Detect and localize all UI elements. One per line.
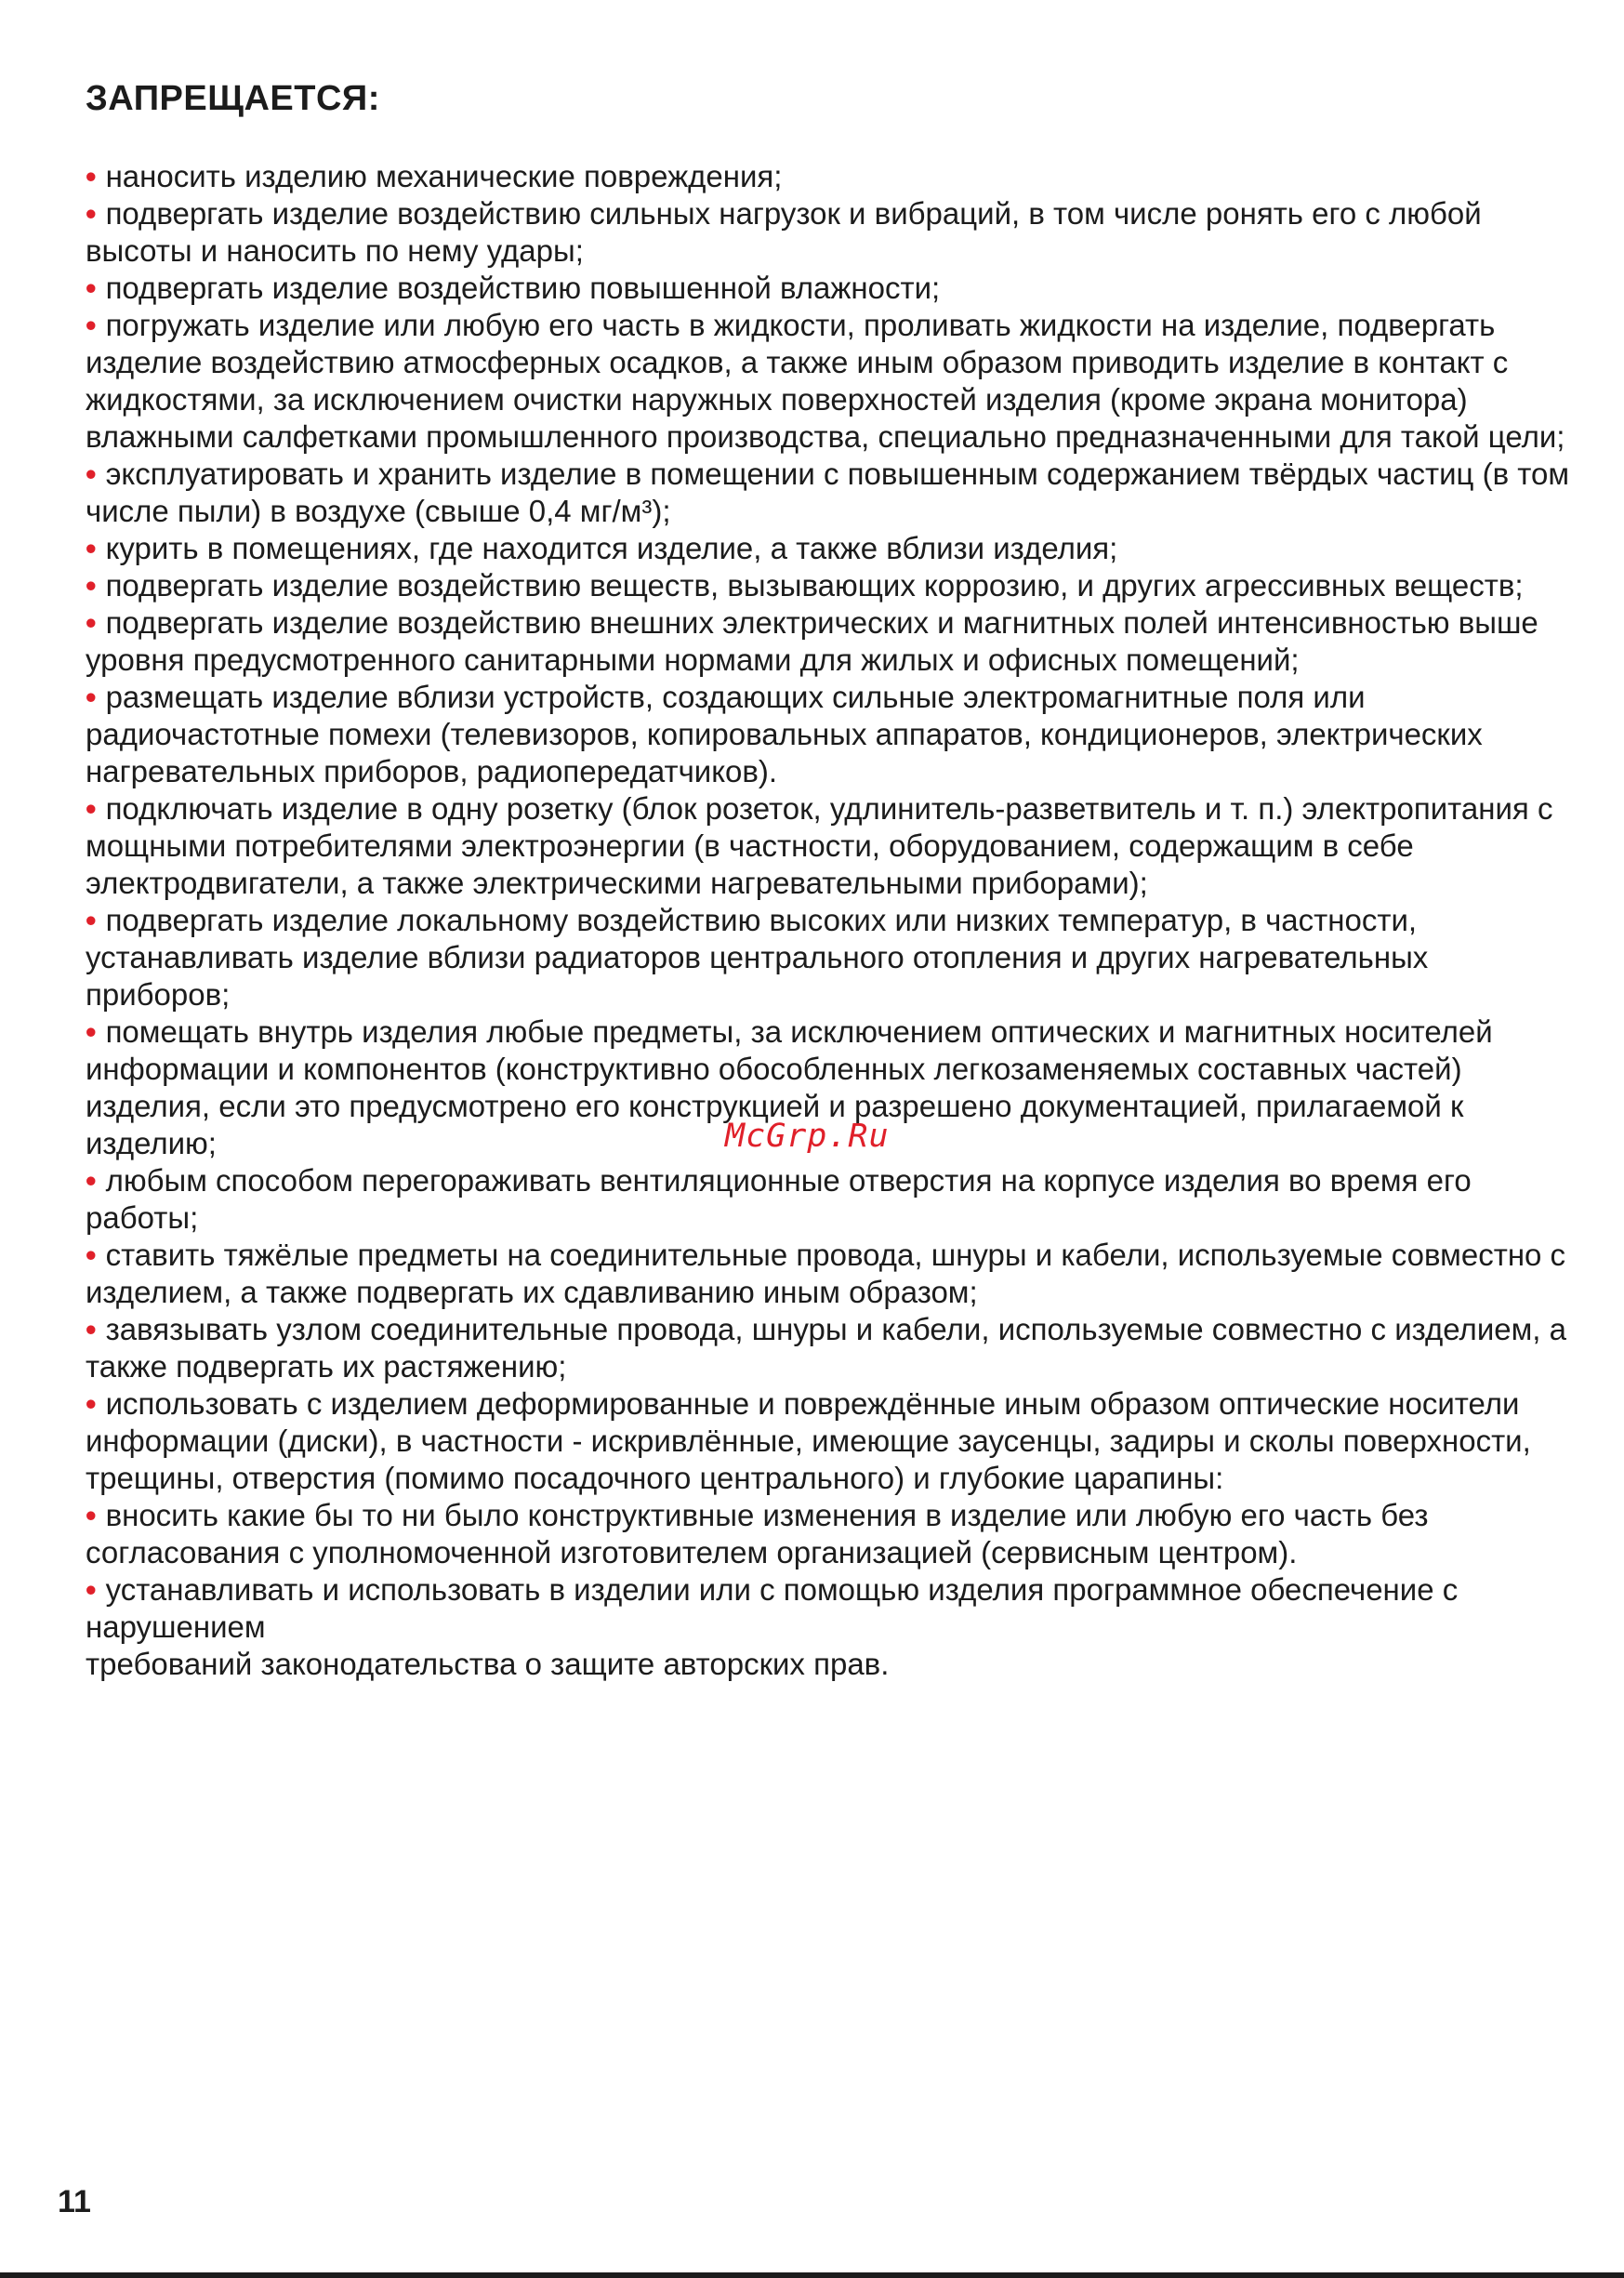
list-item: [86, 902, 1573, 1013]
list-item: [86, 456, 1573, 530]
list-item: [86, 1497, 1573, 1571]
bullet-icon: •: [86, 791, 97, 826]
watermark: McGrp.Ru: [725, 1118, 890, 1155]
list-item: [86, 1311, 1573, 1385]
bullet-icon: •: [86, 308, 97, 342]
list-item-text: подвергать изделие локальному воздействию высоких или низких температур, в частности, устанавливать изделие вблизи радиаторов центрального отопления и других нагревательных приборов;: [86, 903, 1429, 1012]
list-item: [86, 1385, 1573, 1497]
list-item: [86, 270, 1573, 307]
list-item-text: подвергать изделие воздействию веществ, вызывающих коррозию, и других агрессивных веществ;: [105, 568, 1524, 603]
list-item-text: погружать изделие или любую его часть в жидкости, проливать жидкости на изделие, подвергать изделие воздействию атмосферных осадков, а также иным образом приводить изделие в контакт с жидкостями, за исключением очистки наружных поверхностей изделия (кроме экрана монитора) влажными салфетками промышленного производства, специально предназначенными для такой цели;: [86, 308, 1565, 454]
list-item: [86, 530, 1573, 567]
list-item-text: эксплуатировать и хранить изделие в помещении с повышенным содержанием твёрдых частиц (в том числе пыли) в воздухе (свыше 0,4 мг/м³);: [86, 457, 1570, 528]
list-item-text: курить в помещениях, где находится изделие, а также вблизи изделия;: [105, 531, 1118, 565]
list-item-text: использовать с изделием деформированные и повреждённые иным образом оптические носители информации (диски), в частности - искривлённые, имеющие заусенцы, задиры и сколы поверхности, трещины, отверстия (помимо посадочного центрального) и глубокие царапины:: [86, 1386, 1531, 1495]
list-item: [86, 195, 1573, 270]
bullet-icon: •: [86, 568, 97, 603]
bullet-icon: •: [86, 159, 97, 193]
list-item-text: любым способом перегораживать вентиляционные отверстия на корпусе изделия во время его работы;: [86, 1163, 1472, 1235]
list-item: [86, 679, 1573, 790]
bullet-icon: •: [86, 271, 97, 305]
bullet-icon: •: [86, 531, 97, 565]
bullet-icon: •: [86, 1238, 97, 1272]
list-item-text: подвергать изделие воздействию повышенной влажности;: [105, 271, 941, 305]
list-item-text: завязывать узлом соединительные провода, шнуры и кабели, используемые совместно с изделием, а также подвергать их растяжению;: [86, 1312, 1566, 1384]
bullet-icon: •: [86, 680, 97, 714]
list-item: [86, 1571, 1573, 1646]
bullet-icon: •: [86, 605, 97, 640]
list-item-text: подключать изделие в одну розетку (блок розеток, удлинитель-разветвитель и т. п.) электропитания с мощными потребителями электроэнергии (в частности, оборудованием, содержащим в себе электродвигатели, а также электрическими нагревательными приборами);: [86, 791, 1553, 900]
prohibitions-list: [86, 158, 1573, 1646]
list-item-text: подвергать изделие воздействию внешних электрических и магнитных полей интенсивностью выше уровня предусмотренного санитарными нормами для жилых и офисных помещений;: [86, 605, 1538, 677]
list-item: [86, 1237, 1573, 1311]
list-item: [86, 567, 1573, 604]
list-item: [86, 307, 1573, 456]
bullet-icon: •: [86, 1386, 97, 1421]
list-item: [86, 790, 1573, 902]
list-item-text: вносить какие бы то ни было конструктивные изменения в изделие или любую его часть без согласования с уполномоченной изготовителем организацией (сервисным центром).: [86, 1498, 1429, 1569]
bullet-icon: •: [86, 196, 97, 231]
bullet-icon: •: [86, 1163, 97, 1198]
list-item-text: подвергать изделие воздействию сильных нагрузок и вибраций, в том числе ронять его с любой высоты и наносить по нему удары;: [86, 196, 1482, 268]
list-item: [86, 158, 1573, 195]
final-line: требований законодательства о защите авторских прав.: [86, 1647, 890, 1681]
list-item-text: устанавливать и использовать в изделии или с помощью изделия программное обеспечение с нарушением: [86, 1572, 1459, 1644]
page-number: 11: [58, 2184, 91, 2219]
bottom-divider: [0, 2272, 1624, 2278]
bullet-icon: •: [86, 457, 97, 491]
section-heading: ЗАПРЕЩАЕТСЯ:: [86, 79, 380, 118]
list-item: [86, 604, 1573, 679]
bullet-icon: •: [86, 903, 97, 937]
list-item-text: ставить тяжёлые предметы на соединительные провода, шнуры и кабели, используемые совместно с изделием, а также подвергать их сдавливанию иным образом;: [86, 1238, 1566, 1309]
list-item-text: наносить изделию механические повреждения;: [105, 159, 783, 193]
bullet-icon: •: [86, 1498, 97, 1532]
bullet-icon: •: [86, 1312, 97, 1346]
bullet-icon: •: [86, 1014, 97, 1049]
page-content: [86, 76, 1573, 1683]
list-item-text: размещать изделие вблизи устройств, создающих сильные электромагнитные поля или радиочастотные помехи (телевизоров, копировальных аппаратов, кондиционеров, электрических нагревательных приборов, радиопередатчиков).: [86, 680, 1483, 788]
bullet-icon: •: [86, 1572, 97, 1607]
list-item: [86, 1162, 1573, 1237]
list-item-text: помещать внутрь изделия любые предметы, за исключением оптических и магнитных носителей информации и компонентов (конструктивно обособленных легкозаменяемых составных частей) изделия, если это предусмотрено его конструкцией и разрешено документацией, прилагаемой к изделию;: [86, 1014, 1493, 1160]
